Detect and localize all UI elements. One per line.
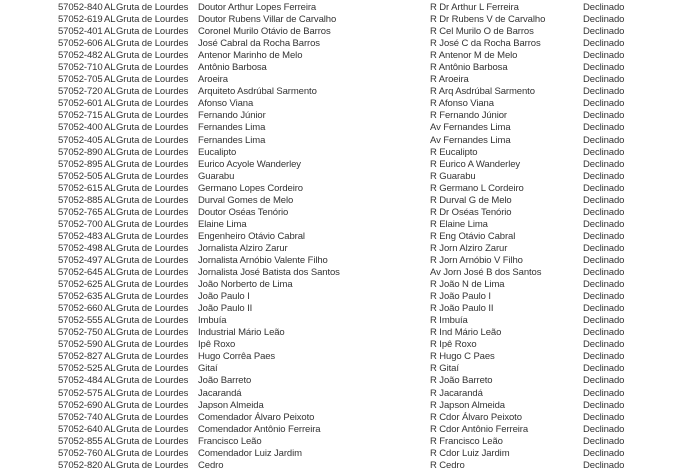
- state-cell: AL: [104, 291, 116, 303]
- state-cell: AL: [104, 50, 116, 62]
- table-row: [0, 122, 697, 134]
- street-name-cell: Ipê Roxo: [198, 339, 236, 351]
- street-abbreviation-cell: R Francisco Leão: [430, 435, 503, 447]
- street-abbreviation-cell: R Cedro: [430, 459, 465, 471]
- state-cell: AL: [104, 375, 116, 387]
- neighborhood-cell: Gruta de Lourdes: [116, 2, 189, 13]
- cep-code-cell: 57052-590: [58, 339, 103, 351]
- street-abbreviation-cell: R João N de Lima: [430, 279, 505, 291]
- cep-code-cell: 57052-827: [58, 351, 103, 363]
- street-name-cell: José Cabral da Rocha Barros: [198, 38, 320, 50]
- table-row: [0, 400, 697, 412]
- street-name-cell: Doutor Rubens Villar de Carvalho: [198, 14, 337, 26]
- cep-code-cell: 57052-601: [58, 98, 103, 110]
- status-cell: Declinado: [583, 303, 625, 315]
- street-abbreviation-cell: Av Jorn José B dos Santos: [430, 267, 542, 279]
- state-cell: AL: [104, 26, 116, 38]
- status-cell: Declinado: [583, 206, 625, 218]
- table-row: [0, 315, 697, 327]
- street-name-cell: Arquiteto Asdrúbal Sarmento: [198, 86, 317, 98]
- table-row: [0, 448, 697, 460]
- street-name-cell: Eurico Acyole Wanderley: [198, 158, 301, 170]
- neighborhood-cell: Gruta de Lourdes: [116, 38, 189, 50]
- street-name-cell: Durval Gomes de Melo: [198, 194, 294, 206]
- neighborhood-cell: Gruta de Lourdes: [116, 230, 189, 242]
- neighborhood-cell: Gruta de Lourdes: [116, 158, 189, 170]
- status-cell: Declinado: [583, 38, 625, 50]
- street-abbreviation-cell: R João Paulo II: [430, 303, 494, 315]
- status-cell: Declinado: [583, 399, 625, 411]
- table-row: [0, 303, 697, 315]
- cep-code-cell: 57052-740: [58, 411, 103, 423]
- state-cell: AL: [104, 315, 116, 327]
- status-cell: Declinado: [583, 327, 625, 339]
- cep-code-cell: 57052-690: [58, 399, 103, 411]
- cep-code-cell: 57052-705: [58, 74, 103, 86]
- street-name-cell: Guarabu: [198, 170, 235, 182]
- street-abbreviation-cell: R Aroeira: [430, 74, 469, 86]
- cep-code-cell: 57052-484: [58, 375, 103, 387]
- status-cell: Declinado: [583, 170, 625, 182]
- status-cell: Declinado: [583, 387, 625, 399]
- state-cell: AL: [104, 110, 116, 122]
- status-cell: Declinado: [583, 182, 625, 194]
- state-cell: AL: [104, 230, 116, 242]
- neighborhood-cell: Gruta de Lourdes: [116, 459, 189, 471]
- neighborhood-cell: Gruta de Lourdes: [116, 279, 189, 291]
- cep-code-cell: 57052-715: [58, 110, 103, 122]
- state-cell: AL: [104, 134, 116, 146]
- status-cell: Declinado: [583, 242, 625, 254]
- table-row: [0, 460, 697, 472]
- street-name-cell: Fernando Júnior: [198, 110, 266, 122]
- cep-code-cell: 57052-498: [58, 242, 103, 254]
- street-name-cell: Engenheiro Otávio Cabral: [198, 230, 305, 242]
- cep-code-cell: 57052-483: [58, 230, 103, 242]
- cep-code-cell: 57052-710: [58, 62, 103, 74]
- table-row: [0, 351, 697, 363]
- street-name-cell: Fernandes Lima: [198, 134, 266, 146]
- street-name-cell: João Barreto: [198, 375, 252, 387]
- table-row: [0, 231, 697, 243]
- neighborhood-cell: Gruta de Lourdes: [116, 339, 189, 351]
- street-name-cell: Francisco Leão: [198, 435, 262, 447]
- street-name-cell: Aroeira: [198, 74, 228, 86]
- street-name-cell: Jornalista Arnóbio Valente Filho: [198, 254, 328, 266]
- state-cell: AL: [104, 98, 116, 110]
- cep-code-cell: 57052-575: [58, 387, 103, 399]
- cep-code-cell: 57052-497: [58, 254, 103, 266]
- neighborhood-cell: Gruta de Lourdes: [116, 375, 189, 387]
- state-cell: AL: [104, 303, 116, 315]
- state-cell: AL: [104, 122, 116, 134]
- neighborhood-cell: Gruta de Lourdes: [116, 74, 189, 86]
- status-cell: Declinado: [583, 254, 625, 266]
- street-abbreviation-cell: R Durval G de Melo: [430, 194, 512, 206]
- state-cell: AL: [104, 74, 116, 86]
- table-row: [0, 135, 697, 147]
- neighborhood-cell: Gruta de Lourdes: [116, 146, 189, 158]
- street-abbreviation-cell: R Cdor Álvaro Peixoto: [430, 411, 522, 423]
- status-cell: Declinado: [583, 363, 625, 375]
- cep-code-cell: 57052-645: [58, 267, 103, 279]
- table-rows-container: [0, 2, 697, 472]
- state-cell: AL: [104, 423, 116, 435]
- table-row: [0, 86, 697, 98]
- cep-code-cell: 57052-615: [58, 182, 103, 194]
- street-abbreviation-cell: R Jacarandá: [430, 387, 483, 399]
- street-abbreviation-cell: R Ipê Roxo: [430, 339, 477, 351]
- state-cell: AL: [104, 158, 116, 170]
- status-cell: Declinado: [583, 134, 625, 146]
- street-abbreviation-cell: R Cdor Antônio Ferreira: [430, 423, 529, 435]
- neighborhood-cell: Gruta de Lourdes: [116, 242, 189, 254]
- street-name-cell: Afonso Viana: [198, 98, 254, 110]
- street-abbreviation-cell: R Guarabu: [430, 170, 476, 182]
- status-cell: Declinado: [583, 14, 625, 26]
- street-abbreviation-cell: R Hugo C Paes: [430, 351, 495, 363]
- table-row: [0, 171, 697, 183]
- state-cell: AL: [104, 447, 116, 459]
- state-cell: AL: [104, 62, 116, 74]
- cep-code-cell: 57052-625: [58, 279, 103, 291]
- street-name-cell: Japson Almeida: [198, 399, 264, 411]
- cep-code-cell: 57052-405: [58, 134, 103, 146]
- neighborhood-cell: Gruta de Lourdes: [116, 14, 189, 26]
- table-row: [0, 26, 697, 38]
- street-name-cell: Antônio Barbosa: [198, 62, 267, 74]
- street-name-cell: Coronel Murilo Otávio de Barros: [198, 26, 331, 38]
- status-cell: Declinado: [583, 218, 625, 230]
- table-row: [0, 279, 697, 291]
- state-cell: AL: [104, 2, 116, 13]
- street-abbreviation-cell: R Elaine Lima: [430, 218, 488, 230]
- neighborhood-cell: Gruta de Lourdes: [116, 423, 189, 435]
- street-name-cell: Eucalipto: [198, 146, 237, 158]
- table-row: [0, 74, 697, 86]
- street-abbreviation-cell: R Eurico A Wanderley: [430, 158, 521, 170]
- cep-code-cell: 57052-619: [58, 14, 103, 26]
- street-name-cell: Hugo Corrêa Paes: [198, 351, 276, 363]
- cep-code-cell: 57052-525: [58, 363, 103, 375]
- street-name-cell: Jornalista José Batista dos Santos: [198, 267, 340, 279]
- street-name-cell: Comendador Álvaro Peixoto: [198, 411, 315, 423]
- table-row: [0, 412, 697, 424]
- state-cell: AL: [104, 206, 116, 218]
- neighborhood-cell: Gruta de Lourdes: [116, 399, 189, 411]
- neighborhood-cell: Gruta de Lourdes: [116, 122, 189, 134]
- status-cell: Declinado: [583, 267, 625, 279]
- status-cell: Declinado: [583, 98, 625, 110]
- cep-code-cell: 57052-555: [58, 315, 103, 327]
- status-cell: Declinado: [583, 50, 625, 62]
- street-abbreviation-cell: R Gitaí: [430, 363, 459, 375]
- street-abbreviation-cell: Av Fernandes Lima: [430, 134, 511, 146]
- cep-code-cell: 57052-700: [58, 218, 103, 230]
- street-name-cell: João Norberto de Lima: [198, 279, 293, 291]
- status-cell: Declinado: [583, 315, 625, 327]
- cep-code-cell: 57052-895: [58, 158, 103, 170]
- state-cell: AL: [104, 170, 116, 182]
- street-abbreviation-cell: R Jorn Arnóbio V Filho: [430, 254, 523, 266]
- street-abbreviation-cell: R Afonso Viana: [430, 98, 494, 110]
- street-abbreviation-cell: R Dr Arthur L Ferreira: [430, 2, 519, 13]
- state-cell: AL: [104, 411, 116, 423]
- table-row: [0, 159, 697, 171]
- cep-code-cell: 57052-885: [58, 194, 103, 206]
- street-abbreviation-cell: R Fernando Júnior: [430, 110, 507, 122]
- status-cell: Declinado: [583, 459, 625, 471]
- neighborhood-cell: Gruta de Lourdes: [116, 327, 189, 339]
- street-name-cell: Antenor Marinho de Melo: [198, 50, 303, 62]
- street-abbreviation-cell: R Cel Murilo O de Barros: [430, 26, 534, 38]
- cep-code-cell: 57052-640: [58, 423, 103, 435]
- table-row: [0, 327, 697, 339]
- table-row: [0, 110, 697, 122]
- status-cell: Declinado: [583, 158, 625, 170]
- cep-code-cell: 57052-505: [58, 170, 103, 182]
- table-row: [0, 50, 697, 62]
- street-name-cell: Gitaí: [198, 363, 218, 375]
- cep-code-cell: 57052-635: [58, 291, 103, 303]
- cep-code-cell: 57052-820: [58, 459, 103, 471]
- neighborhood-cell: Gruta de Lourdes: [116, 86, 189, 98]
- state-cell: AL: [104, 279, 116, 291]
- state-cell: AL: [104, 86, 116, 98]
- street-name-cell: Jornalista Alziro Zarur: [198, 242, 288, 254]
- neighborhood-cell: Gruta de Lourdes: [116, 267, 189, 279]
- state-cell: AL: [104, 182, 116, 194]
- neighborhood-cell: Gruta de Lourdes: [116, 447, 189, 459]
- table-row: [0, 62, 697, 74]
- state-cell: AL: [104, 146, 116, 158]
- street-abbreviation-cell: R Imbuía: [430, 315, 468, 327]
- cep-code-cell: 57052-720: [58, 86, 103, 98]
- table-row: [0, 388, 697, 400]
- cep-code-cell: 57052-765: [58, 206, 103, 218]
- status-cell: Declinado: [583, 351, 625, 363]
- street-name-cell: Elaine Lima: [198, 218, 247, 230]
- status-cell: Declinado: [583, 194, 625, 206]
- table-row: [0, 424, 697, 436]
- neighborhood-cell: Gruta de Lourdes: [116, 50, 189, 62]
- neighborhood-cell: Gruta de Lourdes: [116, 110, 189, 122]
- state-cell: AL: [104, 339, 116, 351]
- table-row: [0, 219, 697, 231]
- table-row: [0, 255, 697, 267]
- street-abbreviation-cell: R Germano L Cordeiro: [430, 182, 524, 194]
- status-cell: Declinado: [583, 339, 625, 351]
- street-abbreviation-cell: R José C da Rocha Barros: [430, 38, 541, 50]
- neighborhood-cell: Gruta de Lourdes: [116, 26, 189, 38]
- table-row: [0, 436, 697, 448]
- cep-code-cell: 57052-482: [58, 50, 103, 62]
- state-cell: AL: [104, 351, 116, 363]
- street-abbreviation-cell: R Antônio Barbosa: [430, 62, 508, 74]
- neighborhood-cell: Gruta de Lourdes: [116, 218, 189, 230]
- table-row: [0, 267, 697, 279]
- cep-code-cell: 57052-401: [58, 26, 103, 38]
- table-row: [0, 98, 697, 110]
- street-name-cell: Jacarandá: [198, 387, 242, 399]
- neighborhood-cell: Gruta de Lourdes: [116, 62, 189, 74]
- status-cell: Declinado: [583, 122, 625, 134]
- table-row: [0, 183, 697, 195]
- state-cell: AL: [104, 14, 116, 26]
- cep-code-cell: 57052-400: [58, 122, 103, 134]
- neighborhood-cell: Gruta de Lourdes: [116, 134, 189, 146]
- neighborhood-cell: Gruta de Lourdes: [116, 170, 189, 182]
- street-abbreviation-cell: R Eng Otávio Cabral: [430, 230, 516, 242]
- street-abbreviation-cell: R Dr Oséas Tenório: [430, 206, 512, 218]
- neighborhood-cell: Gruta de Lourdes: [116, 98, 189, 110]
- state-cell: AL: [104, 267, 116, 279]
- table-row: [0, 291, 697, 303]
- neighborhood-cell: Gruta de Lourdes: [116, 194, 189, 206]
- street-name-cell: João Paulo I: [198, 291, 250, 303]
- status-cell: Declinado: [583, 423, 625, 435]
- table-row: [0, 14, 697, 26]
- table-row: [0, 339, 697, 351]
- neighborhood-cell: Gruta de Lourdes: [116, 206, 189, 218]
- cep-code-cell: 57052-840: [58, 2, 103, 13]
- status-cell: Declinado: [583, 279, 625, 291]
- status-cell: Declinado: [583, 26, 625, 38]
- state-cell: AL: [104, 387, 116, 399]
- street-name-cell: Fernandes Lima: [198, 122, 266, 134]
- state-cell: AL: [104, 194, 116, 206]
- neighborhood-cell: Gruta de Lourdes: [116, 387, 189, 399]
- street-abbreviation-cell: R Japson Almeida: [430, 399, 505, 411]
- street-abbreviation-cell: Av Fernandes Lima: [430, 122, 511, 134]
- cep-code-cell: 57052-660: [58, 303, 103, 315]
- state-cell: AL: [104, 399, 116, 411]
- street-abbreviation-cell: R Ind Mário Leão: [430, 327, 502, 339]
- table-row: [0, 38, 697, 50]
- street-abbreviation-cell: R Cdor Luiz Jardim: [430, 447, 510, 459]
- state-cell: AL: [104, 363, 116, 375]
- street-abbreviation-cell: R Antenor M de Melo: [430, 50, 518, 62]
- state-cell: AL: [104, 459, 116, 471]
- state-cell: AL: [104, 38, 116, 50]
- street-abbreviation-cell: R Arq Asdrúbal Sarmento: [430, 86, 535, 98]
- street-abbreviation-cell: R João Paulo I: [430, 291, 491, 303]
- street-abbreviation-cell: R Dr Rubens V de Carvalho: [430, 14, 546, 26]
- state-cell: AL: [104, 242, 116, 254]
- neighborhood-cell: Gruta de Lourdes: [116, 303, 189, 315]
- status-cell: Declinado: [583, 435, 625, 447]
- street-abbreviation-cell: R Eucalipto: [430, 146, 478, 158]
- street-name-cell: Doutor Arthur Lopes Ferreira: [198, 2, 317, 13]
- state-cell: AL: [104, 435, 116, 447]
- neighborhood-cell: Gruta de Lourdes: [116, 411, 189, 423]
- cep-code-cell: 57052-760: [58, 447, 103, 459]
- status-cell: Declinado: [583, 2, 625, 13]
- status-cell: Declinado: [583, 411, 625, 423]
- status-cell: Declinado: [583, 230, 625, 242]
- state-cell: AL: [104, 327, 116, 339]
- neighborhood-cell: Gruta de Lourdes: [116, 182, 189, 194]
- street-name-cell: Cedro: [198, 459, 224, 471]
- status-cell: Declinado: [583, 62, 625, 74]
- status-cell: Declinado: [583, 110, 625, 122]
- table-row: [0, 147, 697, 159]
- cep-code-cell: 57052-855: [58, 435, 103, 447]
- state-cell: AL: [104, 218, 116, 230]
- status-cell: Declinado: [583, 146, 625, 158]
- status-cell: Declinado: [583, 447, 625, 459]
- neighborhood-cell: Gruta de Lourdes: [116, 435, 189, 447]
- cep-code-cell: 57052-606: [58, 38, 103, 50]
- status-cell: Declinado: [583, 291, 625, 303]
- table-row: [0, 2, 697, 14]
- cep-code-cell: 57052-890: [58, 146, 103, 158]
- street-name-cell: Comendador Antônio Ferreira: [198, 423, 321, 435]
- neighborhood-cell: Gruta de Lourdes: [116, 254, 189, 266]
- street-name-cell: Industrial Mário Leão: [198, 327, 285, 339]
- street-name-cell: Doutor Oséas Tenório: [198, 206, 289, 218]
- cep-code-cell: 57052-750: [58, 327, 103, 339]
- table-row: [0, 243, 697, 255]
- status-cell: Declinado: [583, 74, 625, 86]
- street-abbreviation-cell: R João Barreto: [430, 375, 493, 387]
- street-name-cell: Comendador Luiz Jardim: [198, 447, 302, 459]
- street-name-cell: Imbuía: [198, 315, 227, 327]
- neighborhood-cell: Gruta de Lourdes: [116, 363, 189, 375]
- state-cell: AL: [104, 254, 116, 266]
- street-name-cell: Germano Lopes Cordeiro: [198, 182, 303, 194]
- neighborhood-cell: Gruta de Lourdes: [116, 291, 189, 303]
- status-cell: Declinado: [583, 375, 625, 387]
- neighborhood-cell: Gruta de Lourdes: [116, 315, 189, 327]
- table-row: [0, 195, 697, 207]
- status-cell: Declinado: [583, 86, 625, 98]
- table-row: [0, 207, 697, 219]
- street-name-cell: João Paulo II: [198, 303, 253, 315]
- table-row: [0, 363, 697, 375]
- street-abbreviation-cell: R Jorn Alziro Zarur: [430, 242, 508, 254]
- table-row: [0, 375, 697, 387]
- neighborhood-cell: Gruta de Lourdes: [116, 351, 189, 363]
